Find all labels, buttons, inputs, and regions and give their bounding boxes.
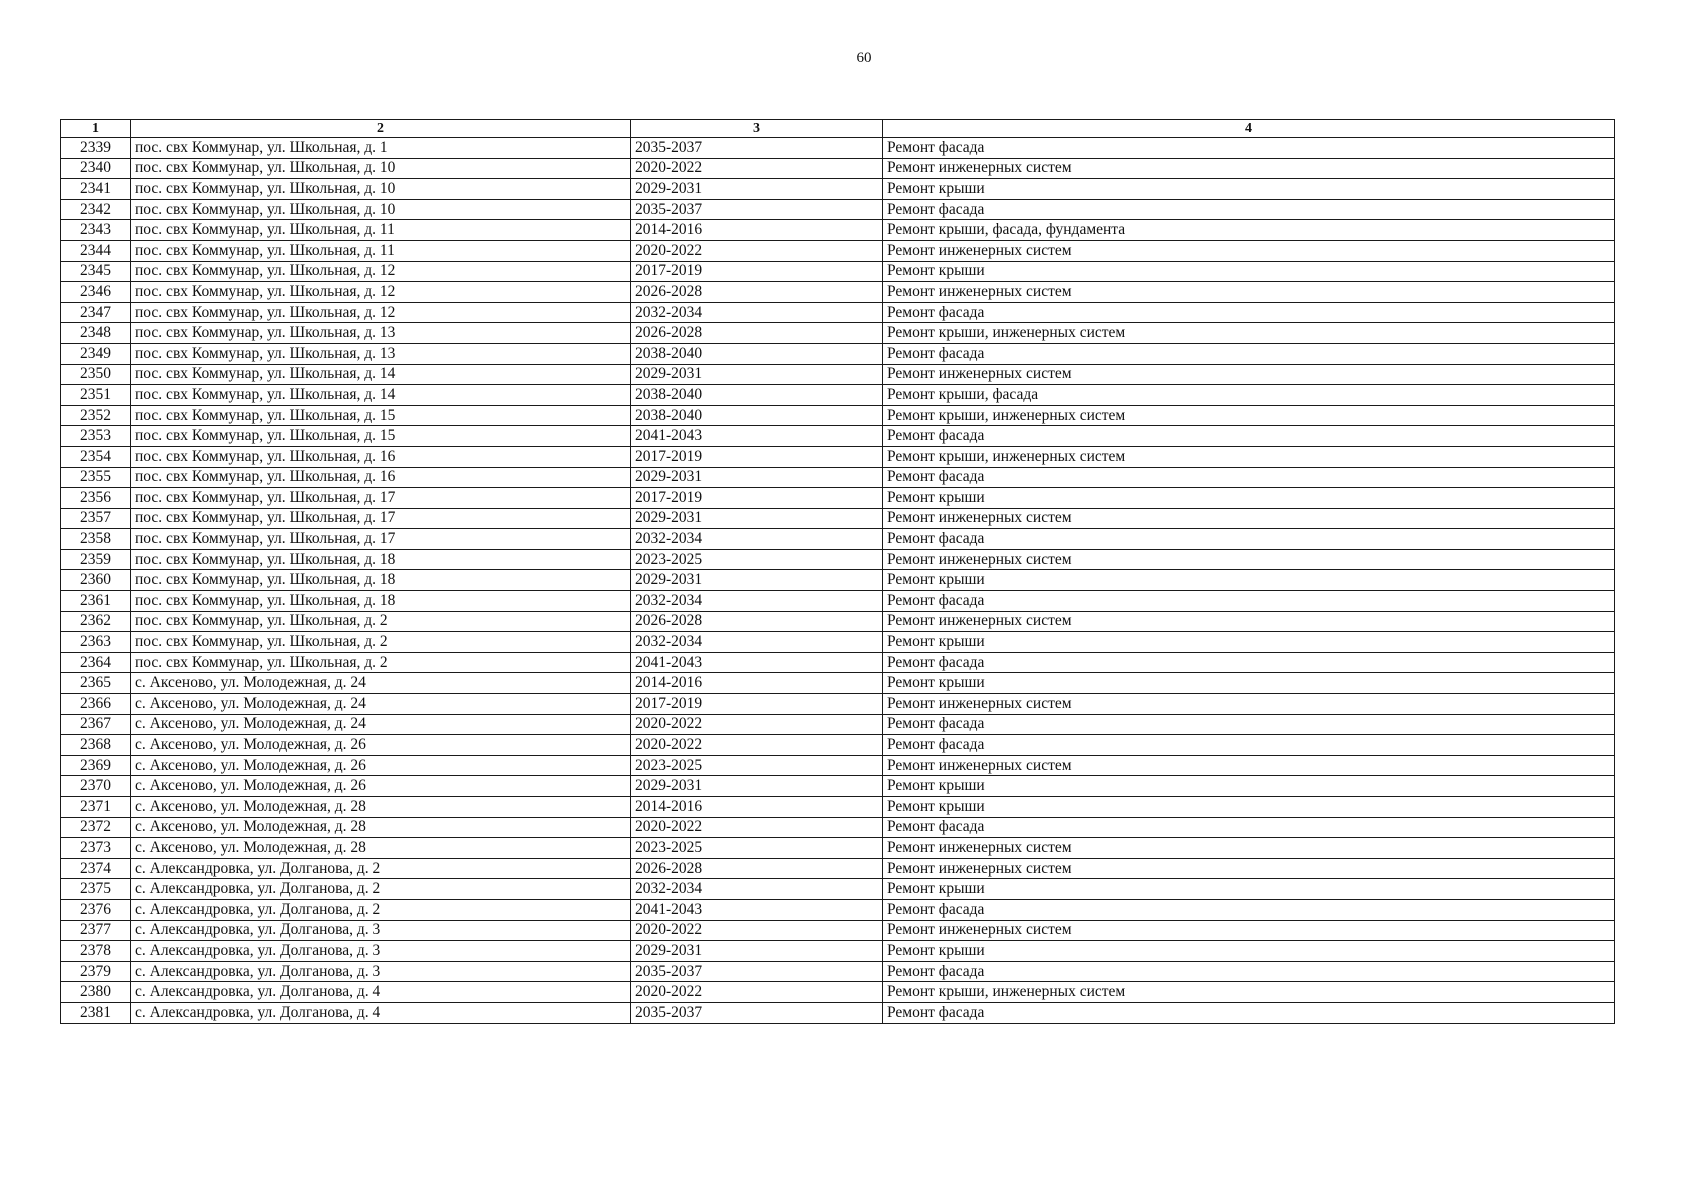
work-type-cell: Ремонт фасада: [883, 591, 1615, 612]
period-cell: 2029-2031: [631, 467, 883, 488]
table-row: [61, 755, 1615, 776]
work-type-cell: Ремонт инженерных систем: [883, 364, 1615, 385]
row-number-cell: 2372: [61, 817, 131, 838]
row-number-cell: 2351: [61, 385, 131, 406]
address-cell: с. Александровка, ул. Долганова, д. 4: [131, 1002, 631, 1023]
work-type-cell: Ремонт крыши, инженерных систем: [883, 405, 1615, 426]
period-cell: 2029-2031: [631, 941, 883, 962]
table-row: [61, 446, 1615, 467]
table-row: [61, 488, 1615, 509]
work-type-cell: Ремонт фасада: [883, 302, 1615, 323]
address-cell: пос. свх Коммунар, ул. Школьная, д. 12: [131, 282, 631, 303]
address-cell: с. Александровка, ул. Долганова, д. 2: [131, 858, 631, 879]
table-row: [61, 323, 1615, 344]
address-cell: с. Аксеново, ул. Молодежная, д. 26: [131, 776, 631, 797]
period-cell: 2029-2031: [631, 776, 883, 797]
row-number-cell: 2374: [61, 858, 131, 879]
table-row: [61, 694, 1615, 715]
period-cell: 2023-2025: [631, 549, 883, 570]
work-type-cell: Ремонт инженерных систем: [883, 838, 1615, 859]
address-cell: пос. свх Коммунар, ул. Школьная, д. 2: [131, 632, 631, 653]
table-row: [61, 879, 1615, 900]
period-cell: 2023-2025: [631, 838, 883, 859]
work-type-cell: Ремонт инженерных систем: [883, 158, 1615, 179]
work-type-cell: Ремонт фасада: [883, 467, 1615, 488]
period-cell: 2020-2022: [631, 158, 883, 179]
table-row: [61, 776, 1615, 797]
address-cell: пос. свх Коммунар, ул. Школьная, д. 18: [131, 591, 631, 612]
row-number-cell: 2358: [61, 529, 131, 550]
work-type-cell: Ремонт крыши: [883, 261, 1615, 282]
table-row: [61, 158, 1615, 179]
row-number-cell: 2344: [61, 240, 131, 261]
work-type-cell: Ремонт крыши, фасада: [883, 385, 1615, 406]
address-cell: с. Александровка, ул. Долганова, д. 3: [131, 941, 631, 962]
address-cell: с. Аксеново, ул. Молодежная, д. 24: [131, 694, 631, 715]
period-cell: 2035-2037: [631, 1002, 883, 1023]
work-type-cell: Ремонт инженерных систем: [883, 694, 1615, 715]
period-cell: 2017-2019: [631, 261, 883, 282]
row-number-cell: 2377: [61, 920, 131, 941]
period-cell: 2020-2022: [631, 714, 883, 735]
row-number-cell: 2376: [61, 899, 131, 920]
table-row: [61, 138, 1615, 159]
period-cell: 2032-2034: [631, 879, 883, 900]
work-type-cell: Ремонт крыши, инженерных систем: [883, 446, 1615, 467]
row-number-cell: 2373: [61, 838, 131, 859]
row-number-cell: 2359: [61, 549, 131, 570]
table-row: [61, 467, 1615, 488]
address-cell: с. Аксеново, ул. Молодежная, д. 24: [131, 714, 631, 735]
row-number-cell: 2356: [61, 488, 131, 509]
address-cell: с. Александровка, ул. Долганова, д. 3: [131, 920, 631, 941]
address-cell: с. Александровка, ул. Долганова, д. 2: [131, 899, 631, 920]
column-header-1: 1: [61, 120, 131, 138]
period-cell: 2035-2037: [631, 138, 883, 159]
address-cell: с. Александровка, ул. Долганова, д. 3: [131, 961, 631, 982]
period-cell: 2032-2034: [631, 591, 883, 612]
period-cell: 2026-2028: [631, 282, 883, 303]
row-number-cell: 2346: [61, 282, 131, 303]
table-row: [61, 920, 1615, 941]
period-cell: 2035-2037: [631, 199, 883, 220]
row-number-cell: 2379: [61, 961, 131, 982]
period-cell: 2029-2031: [631, 508, 883, 529]
table-row: [61, 982, 1615, 1003]
table-row: [61, 838, 1615, 859]
work-type-cell: Ремонт крыши: [883, 879, 1615, 900]
table-row: [61, 179, 1615, 200]
work-type-cell: Ремонт крыши: [883, 797, 1615, 818]
column-header-3: 3: [631, 120, 883, 138]
row-number-cell: 2352: [61, 405, 131, 426]
address-cell: пос. свх Коммунар, ул. Школьная, д. 15: [131, 426, 631, 447]
row-number-cell: 2353: [61, 426, 131, 447]
work-type-cell: Ремонт фасада: [883, 1002, 1615, 1023]
table-row: [61, 364, 1615, 385]
work-type-cell: Ремонт фасада: [883, 529, 1615, 550]
period-cell: 2020-2022: [631, 240, 883, 261]
period-cell: 2029-2031: [631, 570, 883, 591]
period-cell: 2020-2022: [631, 735, 883, 756]
work-type-cell: Ремонт фасада: [883, 899, 1615, 920]
period-cell: 2029-2031: [631, 364, 883, 385]
period-cell: 2017-2019: [631, 446, 883, 467]
work-type-cell: Ремонт фасада: [883, 961, 1615, 982]
table-row: [61, 673, 1615, 694]
address-cell: пос. свх Коммунар, ул. Школьная, д. 14: [131, 385, 631, 406]
table-row: [61, 570, 1615, 591]
work-type-cell: Ремонт фасада: [883, 343, 1615, 364]
row-number-cell: 2363: [61, 632, 131, 653]
address-cell: пос. свх Коммунар, ул. Школьная, д. 17: [131, 508, 631, 529]
work-type-cell: Ремонт инженерных систем: [883, 858, 1615, 879]
period-cell: 2032-2034: [631, 632, 883, 653]
address-cell: пос. свх Коммунар, ул. Школьная, д. 17: [131, 488, 631, 509]
row-number-cell: 2349: [61, 343, 131, 364]
table-row: [61, 858, 1615, 879]
table-row: [61, 199, 1615, 220]
work-type-cell: Ремонт фасада: [883, 735, 1615, 756]
period-cell: 2020-2022: [631, 920, 883, 941]
period-cell: 2026-2028: [631, 611, 883, 632]
row-number-cell: 2348: [61, 323, 131, 344]
work-type-cell: Ремонт крыши, инженерных систем: [883, 323, 1615, 344]
row-number-cell: 2366: [61, 694, 131, 715]
address-cell: пос. свх Коммунар, ул. Школьная, д. 11: [131, 220, 631, 241]
table-row: [61, 941, 1615, 962]
address-cell: пос. свх Коммунар, ул. Школьная, д. 11: [131, 240, 631, 261]
address-cell: с. Александровка, ул. Долганова, д. 4: [131, 982, 631, 1003]
work-type-cell: Ремонт фасада: [883, 426, 1615, 447]
address-cell: с. Аксеново, ул. Молодежная, д. 26: [131, 735, 631, 756]
period-cell: 2026-2028: [631, 858, 883, 879]
row-number-cell: 2350: [61, 364, 131, 385]
table-row: [61, 611, 1615, 632]
work-type-cell: Ремонт крыши: [883, 179, 1615, 200]
row-number-cell: 2340: [61, 158, 131, 179]
table-row: [61, 508, 1615, 529]
work-type-cell: Ремонт крыши: [883, 488, 1615, 509]
period-cell: 2035-2037: [631, 961, 883, 982]
period-cell: 2026-2028: [631, 323, 883, 344]
work-type-cell: Ремонт крыши, инженерных систем: [883, 982, 1615, 1003]
period-cell: 2014-2016: [631, 220, 883, 241]
table-row: [61, 817, 1615, 838]
work-type-cell: Ремонт инженерных систем: [883, 611, 1615, 632]
table-row: [61, 343, 1615, 364]
row-number-cell: 2347: [61, 302, 131, 323]
period-cell: 2032-2034: [631, 302, 883, 323]
row-number-cell: 2368: [61, 735, 131, 756]
table-row: [61, 261, 1615, 282]
row-number-cell: 2355: [61, 467, 131, 488]
row-number-cell: 2364: [61, 652, 131, 673]
address-cell: пос. свх Коммунар, ул. Школьная, д. 12: [131, 302, 631, 323]
row-number-cell: 2369: [61, 755, 131, 776]
period-cell: 2038-2040: [631, 385, 883, 406]
row-number-cell: 2380: [61, 982, 131, 1003]
address-cell: с. Аксеново, ул. Молодежная, д. 28: [131, 797, 631, 818]
period-cell: 2020-2022: [631, 817, 883, 838]
period-cell: 2041-2043: [631, 899, 883, 920]
work-type-cell: Ремонт инженерных систем: [883, 508, 1615, 529]
address-cell: пос. свх Коммунар, ул. Школьная, д. 17: [131, 529, 631, 550]
address-cell: пос. свх Коммунар, ул. Школьная, д. 18: [131, 570, 631, 591]
table-row: [61, 591, 1615, 612]
period-cell: 2020-2022: [631, 982, 883, 1003]
period-cell: 2017-2019: [631, 694, 883, 715]
table-row: [61, 714, 1615, 735]
table-row: [61, 652, 1615, 673]
address-cell: пос. свх Коммунар, ул. Школьная, д. 15: [131, 405, 631, 426]
work-type-cell: Ремонт крыши: [883, 570, 1615, 591]
address-cell: с. Александровка, ул. Долганова, д. 2: [131, 879, 631, 900]
table-row: [61, 1002, 1615, 1023]
table-row: [61, 549, 1615, 570]
address-cell: с. Аксеново, ул. Молодежная, д. 28: [131, 838, 631, 859]
row-number-cell: 2371: [61, 797, 131, 818]
address-cell: пос. свх Коммунар, ул. Школьная, д. 18: [131, 549, 631, 570]
row-number-cell: 2341: [61, 179, 131, 200]
row-number-cell: 2343: [61, 220, 131, 241]
period-cell: 2041-2043: [631, 652, 883, 673]
address-cell: пос. свх Коммунар, ул. Школьная, д. 10: [131, 199, 631, 220]
table-body: [61, 138, 1615, 1024]
work-type-cell: Ремонт инженерных систем: [883, 920, 1615, 941]
work-type-cell: Ремонт фасада: [883, 199, 1615, 220]
table-row: [61, 220, 1615, 241]
work-type-cell: Ремонт инженерных систем: [883, 755, 1615, 776]
table-row: [61, 797, 1615, 818]
row-number-cell: 2361: [61, 591, 131, 612]
address-cell: пос. свх Коммунар, ул. Школьная, д. 12: [131, 261, 631, 282]
row-number-cell: 2370: [61, 776, 131, 797]
table-row: [61, 899, 1615, 920]
period-cell: 2032-2034: [631, 529, 883, 550]
address-cell: пос. свх Коммунар, ул. Школьная, д. 2: [131, 611, 631, 632]
address-cell: пос. свх Коммунар, ул. Школьная, д. 2: [131, 652, 631, 673]
row-number-cell: 2354: [61, 446, 131, 467]
row-number-cell: 2342: [61, 199, 131, 220]
address-cell: пос. свх Коммунар, ул. Школьная, д. 10: [131, 158, 631, 179]
period-cell: 2017-2019: [631, 488, 883, 509]
column-header-4: 4: [883, 120, 1615, 138]
work-type-cell: Ремонт инженерных систем: [883, 282, 1615, 303]
address-cell: с. Аксеново, ул. Молодежная, д. 24: [131, 673, 631, 694]
address-cell: с. Аксеново, ул. Молодежная, д. 26: [131, 755, 631, 776]
address-cell: пос. свх Коммунар, ул. Школьная, д. 16: [131, 446, 631, 467]
row-number-cell: 2339: [61, 138, 131, 159]
period-cell: 2014-2016: [631, 797, 883, 818]
work-type-cell: Ремонт фасада: [883, 817, 1615, 838]
row-number-cell: 2360: [61, 570, 131, 591]
table-row: [61, 529, 1615, 550]
period-cell: 2038-2040: [631, 405, 883, 426]
period-cell: 2038-2040: [631, 343, 883, 364]
address-cell: пос. свх Коммунар, ул. Школьная, д. 14: [131, 364, 631, 385]
table-row: [61, 405, 1615, 426]
row-number-cell: 2365: [61, 673, 131, 694]
table-row: [61, 282, 1615, 303]
page-number: 60: [856, 50, 872, 66]
row-number-cell: 2367: [61, 714, 131, 735]
address-cell: пос. свх Коммунар, ул. Школьная, д. 10: [131, 179, 631, 200]
row-number-cell: 2381: [61, 1002, 131, 1023]
row-number-cell: 2345: [61, 261, 131, 282]
column-header-2: 2: [131, 120, 631, 138]
table-row: [61, 426, 1615, 447]
work-type-cell: Ремонт крыши: [883, 673, 1615, 694]
work-type-cell: Ремонт инженерных систем: [883, 549, 1615, 570]
table-row: [61, 240, 1615, 261]
work-type-cell: Ремонт крыши, фасада, фундамента: [883, 220, 1615, 241]
period-cell: 2014-2016: [631, 673, 883, 694]
table-header-row: [61, 120, 1615, 138]
work-type-cell: Ремонт инженерных систем: [883, 240, 1615, 261]
table-row: [61, 385, 1615, 406]
table-row: [61, 735, 1615, 756]
address-cell: с. Аксеново, ул. Молодежная, д. 28: [131, 817, 631, 838]
work-type-cell: Ремонт фасада: [883, 714, 1615, 735]
repair-schedule-table: [60, 119, 1615, 1024]
address-cell: пос. свх Коммунар, ул. Школьная, д. 16: [131, 467, 631, 488]
row-number-cell: 2375: [61, 879, 131, 900]
row-number-cell: 2378: [61, 941, 131, 962]
work-type-cell: Ремонт крыши: [883, 941, 1615, 962]
row-number-cell: 2362: [61, 611, 131, 632]
period-cell: 2029-2031: [631, 179, 883, 200]
table-row: [61, 961, 1615, 982]
work-type-cell: Ремонт крыши: [883, 632, 1615, 653]
address-cell: пос. свх Коммунар, ул. Школьная, д. 13: [131, 323, 631, 344]
period-cell: 2041-2043: [631, 426, 883, 447]
work-type-cell: Ремонт фасада: [883, 138, 1615, 159]
address-cell: пос. свх Коммунар, ул. Школьная, д. 1: [131, 138, 631, 159]
work-type-cell: Ремонт крыши: [883, 776, 1615, 797]
row-number-cell: 2357: [61, 508, 131, 529]
table-row: [61, 632, 1615, 653]
period-cell: 2023-2025: [631, 755, 883, 776]
work-type-cell: Ремонт фасада: [883, 652, 1615, 673]
table-row: [61, 302, 1615, 323]
address-cell: пос. свх Коммунар, ул. Школьная, д. 13: [131, 343, 631, 364]
